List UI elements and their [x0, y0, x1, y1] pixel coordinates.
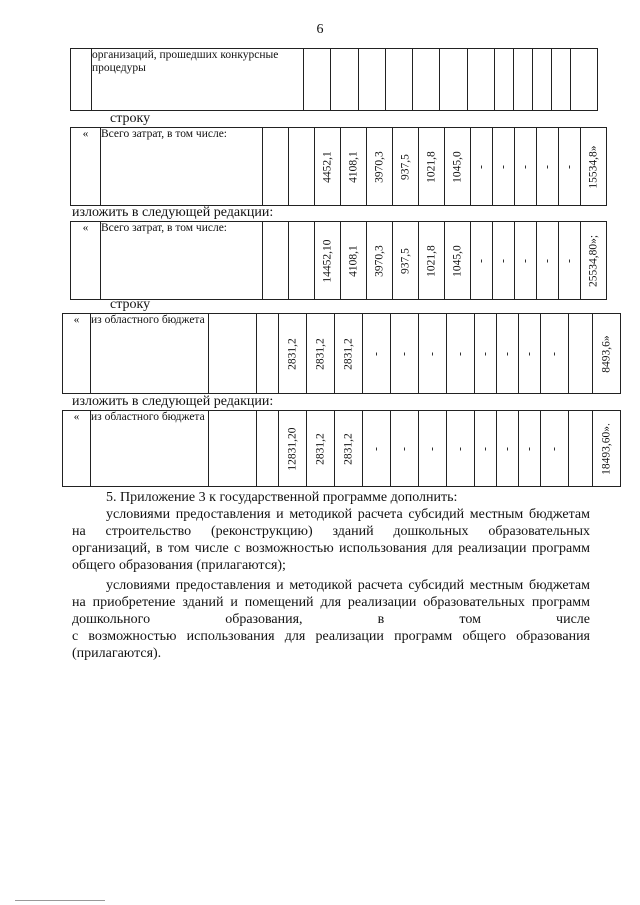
paragraph-conditions-construction: условиями предоставления и методикой расчета субсидий местным бюджетам на строительство (реконструкцию) зданий дошкольных образовательных организаций, в том числе с возможностью использования для реализации программ общего образования (прилагаются);: [72, 507, 590, 573]
value-cell: -: [515, 128, 537, 206]
value-cell: -: [537, 128, 559, 206]
value-cell: 12831,20: [279, 411, 307, 487]
value-cell: -: [541, 314, 569, 394]
value-cell: -: [493, 128, 515, 206]
value-cell: 2831,2: [307, 411, 335, 487]
value-cell: 1045,0: [445, 128, 471, 206]
paragraph-conditions-acquisition-end: с возможностью использования для реализации программ общего образования (прилагаются).: [72, 629, 590, 661]
cell-empty: [71, 49, 92, 111]
value-cell: -: [475, 411, 497, 487]
open-quote: «: [71, 128, 101, 206]
caption-new-wording: изложить в следующей редакции:: [72, 394, 274, 409]
value-cell: -: [391, 314, 419, 394]
value-cell: -: [363, 411, 391, 487]
row-label: Всего затрат, в том числе:: [101, 222, 263, 300]
value-cell: -: [447, 411, 475, 487]
value-cell: -: [447, 314, 475, 394]
value-cell: -: [519, 411, 541, 487]
value-cell: 937,5: [393, 128, 419, 206]
value-cell: -: [475, 314, 497, 394]
value-cell: 1045,0: [445, 222, 471, 300]
value-cell: -: [363, 314, 391, 394]
value-cell: -: [471, 128, 493, 206]
value-cell: 1021,8: [419, 128, 445, 206]
open-quote: «: [63, 411, 91, 487]
value-cell: 14452,10: [315, 222, 341, 300]
value-cell: 2831,2: [335, 411, 363, 487]
caption-row-select: строку: [110, 111, 151, 126]
value-cell: -: [559, 128, 581, 206]
value-cell: -: [391, 411, 419, 487]
value-cell: 18493,60».: [593, 411, 621, 487]
value-cell: -: [559, 222, 581, 300]
footer-divider: [15, 900, 105, 901]
table-total-costs-new: [70, 221, 607, 300]
open-quote: «: [63, 314, 91, 394]
value-cell: -: [419, 314, 447, 394]
row-label: из областного бюджета: [91, 314, 209, 394]
open-quote: «: [71, 222, 101, 300]
value-cell: 2831,2: [279, 314, 307, 394]
value-cell: 3970,3: [367, 222, 393, 300]
value-cell: 4108,1: [341, 128, 367, 206]
paragraph-conditions-acquisition: условиями предоставления и методикой расчета субсидий местным бюджетам на приобретение зданий и помещений для реализации образовательных программ дошкольного образования, в том числе: [72, 578, 590, 627]
row-label: организаций, прошедших конкурсные процедуры: [91, 49, 303, 111]
value-cell: 4108,1: [341, 222, 367, 300]
caption-row-select: строку: [110, 297, 151, 312]
value-cell: 25534,80»;: [581, 222, 607, 300]
value-cell: -: [519, 314, 541, 394]
value-cell: -: [541, 411, 569, 487]
page-number: 6: [316, 22, 324, 37]
value-cell: 2831,2: [307, 314, 335, 394]
value-cell: -: [471, 222, 493, 300]
table-regional-budget-new: [62, 410, 621, 487]
value-cell: -: [419, 411, 447, 487]
value-cell: -: [515, 222, 537, 300]
table-regional-budget-old: [62, 313, 621, 394]
row-label: из областного бюджета: [91, 411, 209, 487]
table-continuation: [70, 48, 598, 111]
value-cell: 937,5: [393, 222, 419, 300]
row-label: Всего затрат, в том числе:: [101, 128, 263, 206]
value-cell: 1021,8: [419, 222, 445, 300]
value-cell: 15534,8»: [581, 128, 607, 206]
value-cell: -: [493, 222, 515, 300]
caption-new-wording: изложить в следующей редакции:: [72, 205, 274, 220]
value-cell: -: [497, 314, 519, 394]
paragraph-item-5: 5. Приложение 3 к государственной программе дополнить:: [106, 490, 458, 505]
value-cell: -: [537, 222, 559, 300]
value-cell: 3970,3: [367, 128, 393, 206]
value-cell: 2831,2: [335, 314, 363, 394]
value-cell: 4452,1: [315, 128, 341, 206]
value-cell: -: [497, 411, 519, 487]
table-total-costs-old: [70, 127, 607, 206]
value-cell: 8493,6»: [593, 314, 621, 394]
